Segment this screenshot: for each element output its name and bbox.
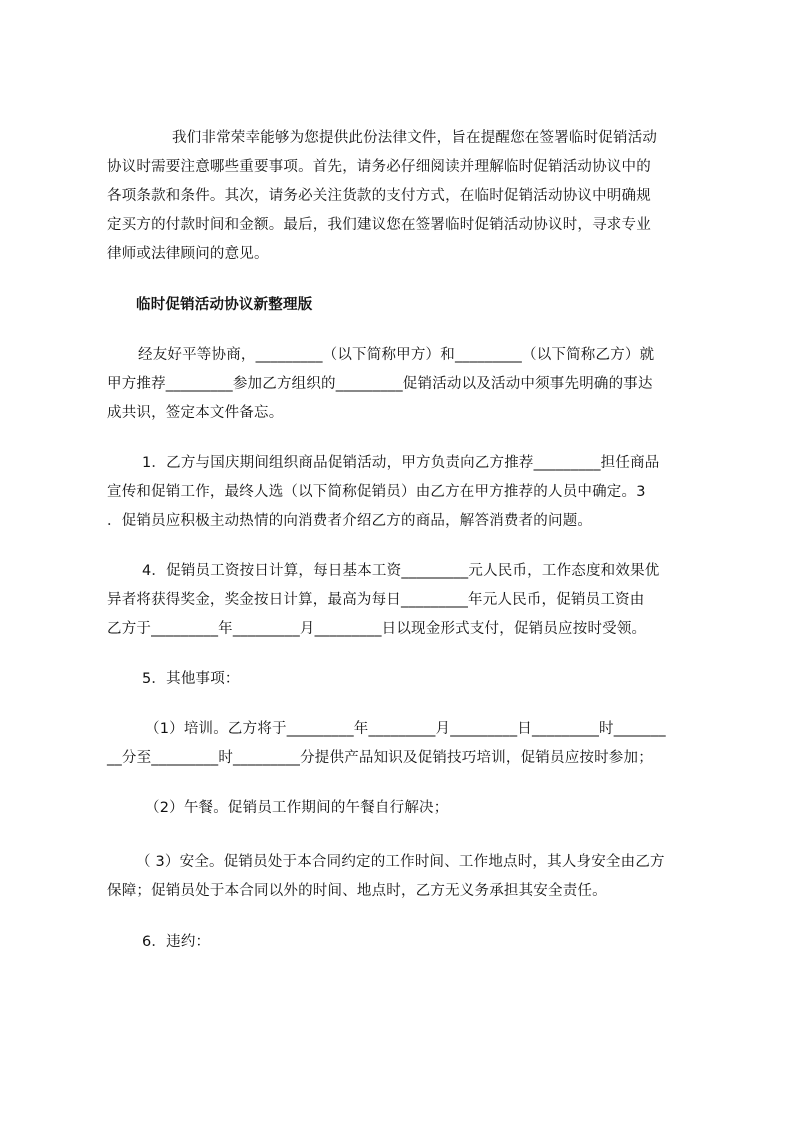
intro-line-5: 律师或法律顾问的意见。 xyxy=(107,246,269,262)
clause4-line-2: 异者将获得奖金，奖金按日计算，最高为每日_________年元人民币，促销员工资由 xyxy=(107,592,645,608)
intro-line-3: 各项条款和条件。其次，请务必关注货款的支付方式，在临时促销活动协议中明确规 xyxy=(107,188,651,204)
clause1-line-1: 1．乙方与国庆期间组织商品促销活动，甲方负责向乙方推荐_________担任商品 xyxy=(142,455,660,471)
intro-line-4: 定买方的付款时间和金额。最后，我们建议您在签署临时促销活动协议时，寻求专业 xyxy=(107,217,651,233)
clause5-heading: 5．其他事项： xyxy=(142,671,240,687)
intro-line-1: 我们非常荣幸能够为您提供此份法律文件，旨在提醒您在签署临时促销活动 xyxy=(172,130,658,146)
item3-line-2: 保障；促销员处于本合同以外的时间、地点时，乙方无义务承担其安全责任。 xyxy=(107,883,607,899)
clause1-line-2: 宣传和促销工作，最终人选（以下简称促销员）由乙方在甲方推荐的人员中确定。3 xyxy=(107,484,646,500)
clause4-line-3: 乙方于_________年_________月_________日以现金形式支付，促销员应按时受领。 xyxy=(107,621,647,637)
item1-line-2: __分至_________时_________分提供产品知识及促销技巧培训，促销员应按时参加； xyxy=(107,750,653,766)
clause4-line-1: 4．促销员工资按日计算，每日基本工资_________元人民币，工作态度和效果优 xyxy=(142,563,660,579)
item3-line-1: （ 3）安全。促销员处于本合同约定的工作时间、工作地点时，其人身安全由乙方 xyxy=(136,854,665,870)
preamble-line-2: 甲方推荐_________参加乙方组织的_________促销活动以及活动中须事先明确的事达 xyxy=(107,376,653,392)
preamble-line-3: 成共识，签定本文件备忘。 xyxy=(107,405,284,421)
item1-line-1: （1）培训。乙方将于_________年_________月_________日_________时_______ xyxy=(145,721,666,737)
item2-text: （2）午餐。促销员工作期间的午餐自行解决； xyxy=(145,800,449,816)
intro-line-2: 协议时需要注意哪些重要事项。首先，请务必仔细阅读并理解临时促销活动协议中的 xyxy=(107,159,651,175)
preamble-line-1: 经友好平等协商，_________（以下简称甲方）和_________（以下简称乙方）就 xyxy=(138,347,655,363)
clause6-heading: 6．违约： xyxy=(142,934,211,950)
document-title: 临时促销活动协议新整理版 xyxy=(136,297,313,313)
clause1-line-3: ．促销员应积极主动热情的向消费者介绍乙方的商品，解答消费者的问题。 xyxy=(107,513,593,529)
